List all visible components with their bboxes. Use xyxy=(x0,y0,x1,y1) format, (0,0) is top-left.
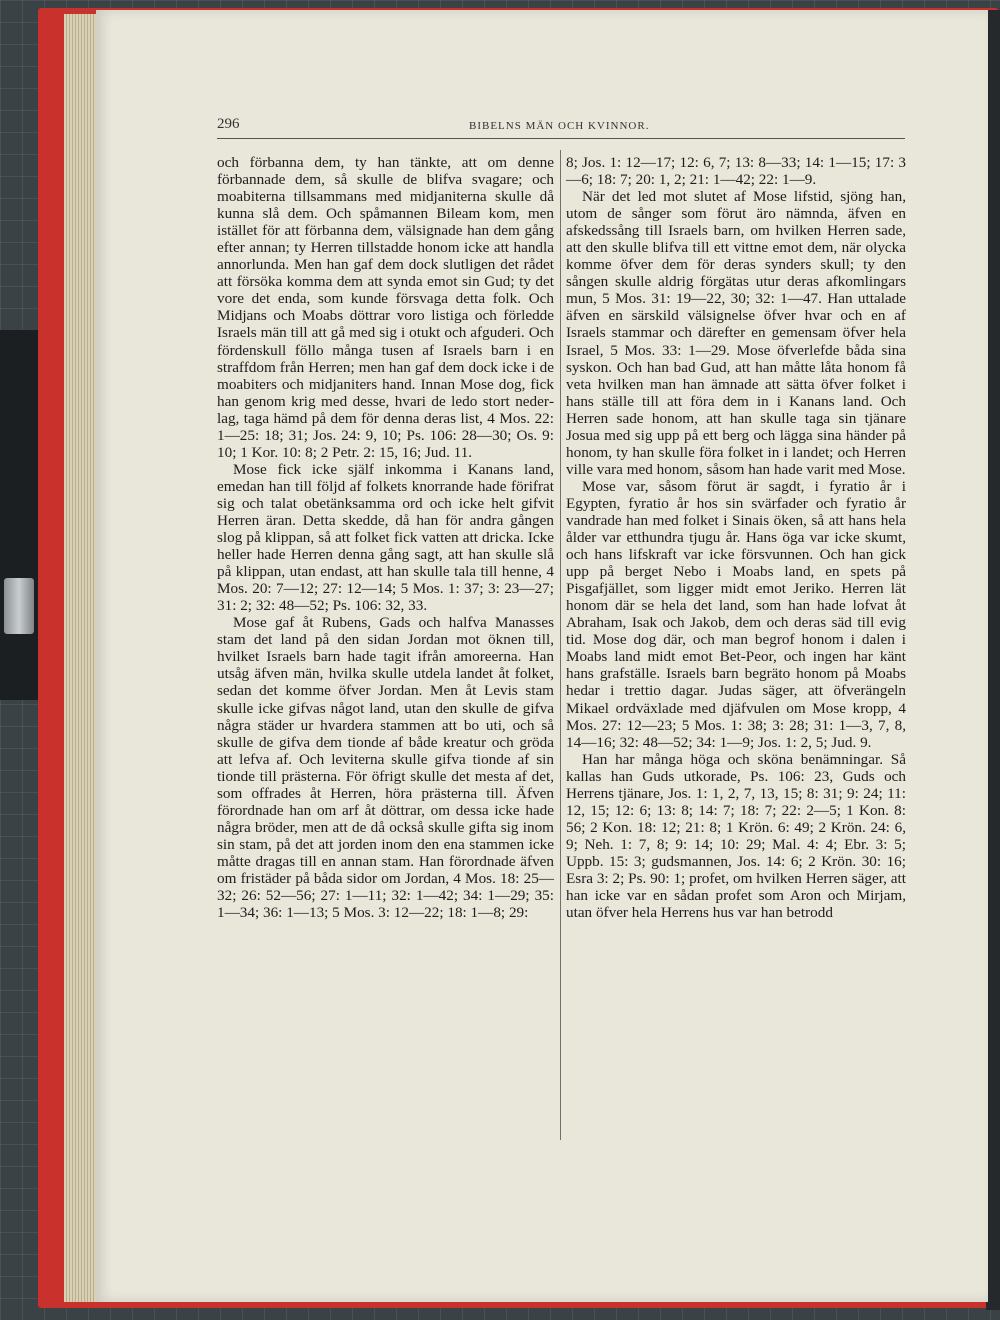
running-title: BIBELNS MÄN OCH KVINNOR. xyxy=(469,120,650,132)
right-shadow xyxy=(986,10,1000,1310)
paragraph: Mose gaf åt Rubens, Gads och halfva Manasses stam det land på den sidan Jordan mot öknen till, hvilket Israels barn hade tagit ifrån amoreerna. Han utsåg äfven män, hvilka skulle utdela landet åt folket, sedan det komme öfver Jordan. Men åt Levis stam skulle icke gifvas något land, utan den skulle de gifva några städer ur hvardera stammen att bo uti, och så skulle de gifva dem tionde af både kreatur och gröda att lefva af. Och leviterna skulle gifva tionde af sin tionde till prästerna. För öfrigt skulle det mesta af det, som offrades åt Herren, höra prästerna till. Äfven förordnade han om arf åt döttrar, om dessa icke hade några bröder, men att de då också skulle gifta sig inom sin stam, på det att jorden inom den ena stammen icke måtte dragas till en annan stam. Han förordnade äfven om fristäder på båda sidor om Jordan, 4 Mos. 18: 25—32; 26: 52—56; 27: 1—11; 32: 1—42; 34: 1—29; 35: 1—34; 36: 1—13; 5 Mos. 3: 12—22; 18: 1—8; 29: xyxy=(217,614,554,922)
column-divider xyxy=(560,150,561,1140)
book-clamp xyxy=(0,330,40,700)
page-number: 296 xyxy=(217,116,240,132)
clamp-hinge xyxy=(4,578,34,634)
paragraph: Mose fick icke själf inkomma i Kanans land, emedan han till följd af folkets knorrande hade förifrat sig och talat obetänksamma ord och icke helt gifvit Herren äran. Detta skedde, då han för andra gången slog på klippan, så att folket fick vatten att dricka. Icke heller hade Herren denna gång sagt, att han skulle slå på klippan, utan endast, att han skulle tala till henne, 4 Mos. 20: 7—12; 27: 12—14; 5 Mos. 1: 37; 3: 23—27; 31: 2; 32: 48—52; Ps. 106: 32, 33. xyxy=(217,460,554,615)
paragraph: och förbanna dem, ty han tänkte, att om denne förbannade dem, så skulle de blifva svagare; och moabiterna tillsammans med midjaniterna skulle då kunna slå dem. Och spåmannen Bileam kom, men istället för att förbanna dem, välsignade han dem gång efter annan; ty Herren tillstadde honom icke att handla annorlunda. Men han gaf dem dock slutligen det rådet att försöka komma dem att synda emot sin Gud; ty det vore det enda, som kunde försvaga detta folk. Och Midjans och Moabs döttrar voro listiga och förledde Israels män till att gå med sig i otukt och afguderi. Och fördenskull föllo många tusen af Israels barn i en straffdom från Herren; men han gaf dem dock icke i de moabiters och midjaniters hand. Innan Mose dog, fick han genom krig med desse, hvari de ledo stort nederlag, taga hämd på dem för denna deras list, 4 Mos. 22: 1—25: 18; 31; Jos. 24: 9, 10; Ps. 106: 28—30; Os. 9: 10; 1 Kor. 10: 8; 2 Petr. 2: 15, 16; Jud. 11. xyxy=(217,154,554,461)
paragraph: När det led mot slutet af Mose lifstid, sjöng han, utom de sånger som förut äro nämnda, äfven en afskedssång till Israels barn, om hvilken Herren sade, att den skulle blifva till ett vittne emot dem, när olycka komme öfver dem för deras synders skull; ty den sången skulle aldrig förgätas utur deras afkomlingars mun, 5 Mos. 31: 19—22, 30; 32: 1—47. Han uttalade äfven en särskild välsignelse öfver hvar och en af Israels stammar och därefter en gemensam öfver hela Israel, 5 Mos. 33: 1—29. Mose öfverlefde båda sina syskon. Och han bad Gud, att han måtte låta honom få veta hvilken man han ämnade att sätta öfver folket i hans ställe till att föra dem in i Kanans land. Och Herren sade honom, att han skulle taga sin tjänare Josua med sig upp på ett berg och lägga sina händer på honom, ty han skulle föra folket in i landet; och Herren ville vara med honom, såsom han hade varit med Mose. xyxy=(566,188,906,478)
running-head xyxy=(217,116,905,139)
right-column xyxy=(566,154,906,921)
paragraph: Mose var, såsom förut är sagdt, i fyratio år i Egypten, fyratio år hos sin svärfader och fyratio år vandrade han med folket i Sinais öken, så att hans hela ålder var etthundra tjugu år. Hans öga var icke skumt, och hans lifskraft var icke försvunnen. Och han gick upp på berget Nebo i Moabs land, en spets på Pisgafjället, som ligger midt emot Jeriko. Herren lät honom där se hela det land, som han hade lofvat åt Abraham, Isak och Jakob, dem och deras säd till evig tid. Mose dog där, och man begrof honom i dalen i Moabs land midt emot Bet-Peor, och ingen har känt hans grafställe. Israels barn begräto honom på Moabs hedar i trettio dagar. Judas säger, att öfverängeln Mikael ordväxlade med djäfvulen om Mose kropp, 4 Mos. 27: 12—23; 5 Mos. 1: 38; 3: 28; 31: 1—3, 7, 8, 14—16; 32: 48—52; 34: 1—9; Jos. 1: 2, 5; Jud. 9. xyxy=(566,477,906,751)
left-column xyxy=(217,154,554,921)
paragraph: Han har många höga och sköna benämningar. Så kallas han Guds utkorade, Ps. 106: 23, Guds och Herrens tjänare, Jos. 1: 1, 2, 7, 13, 15; 8: 31; 9: 24; 11: 12, 15; 12: 6; 13: 8; 14: 7; 18: 7; 22: 2—5; 1 Kon. 8: 56; 2 Kon. 18: 12; 21: 8; 1 Krön. 6: 49; 2 Krön. 24: 6, 9; Neh. 1: 7, 8; 9: 14; 10: 29; Mal. 4: 4; Ebr. 3: 5; Uppb. 15: 3; gudsmannen, Jos. 14: 6; 2 Krön. 30: 16; Esra 3: 2; Ps. 90: 1; profet, om hvilken Herren säger, att han icke var en sådan profet som Aron och Mirjam, utan öfver hela Herrens hus var han betrodd xyxy=(566,750,906,922)
paragraph: 8; Jos. 1: 12—17; 12: 6, 7; 13: 8—33; 14: 1—15; 17: 3—6; 18: 7; 20: 1, 2; 21: 1—42; 22: 1—9. xyxy=(566,154,906,189)
